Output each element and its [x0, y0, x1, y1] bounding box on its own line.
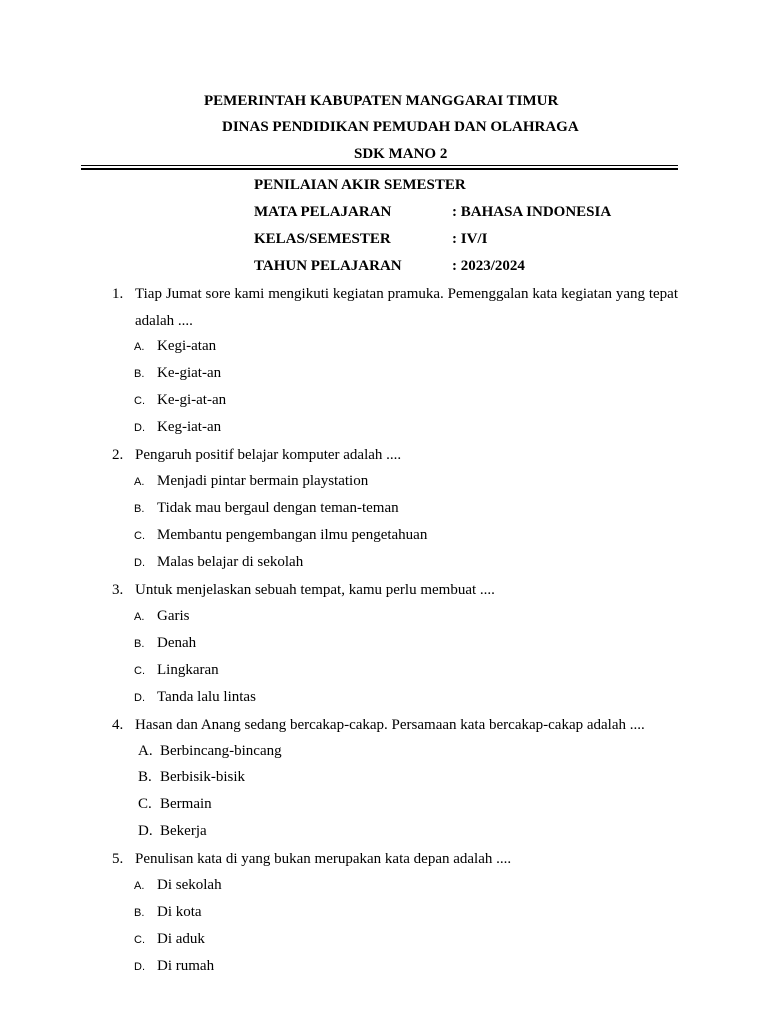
question-3	[112, 577, 678, 604]
header-rule-bottom	[81, 168, 678, 170]
option-3d	[134, 689, 256, 706]
option-2a	[134, 473, 368, 490]
option-letter: C.	[134, 665, 145, 677]
option-1b	[134, 365, 221, 382]
question-number: 3.	[112, 582, 124, 598]
subject-value: : BAHASA INDONESIA	[452, 204, 612, 220]
question-5	[112, 846, 678, 873]
option-4b	[138, 769, 245, 786]
option-4c	[138, 796, 212, 813]
option-text: Bekerja	[160, 823, 207, 839]
year-label: TAHUN PELAJARAN	[254, 258, 402, 274]
question-1	[112, 281, 678, 335]
option-3a	[134, 608, 190, 625]
option-2c	[134, 527, 427, 544]
option-text: Ke-giat-an	[157, 365, 222, 381]
option-text: Menjadi pintar bermain playstation	[157, 473, 369, 489]
option-text: Di aduk	[157, 931, 205, 947]
option-letter: A.	[134, 341, 145, 353]
option-letter: D.	[138, 823, 153, 839]
option-text: Denah	[157, 635, 197, 651]
option-letter: B.	[134, 638, 145, 650]
option-5a	[134, 877, 222, 894]
header-department: DINAS PENDIDIKAN PEMUDAH DAN OLAHRAGA	[222, 119, 579, 135]
option-letter: C.	[134, 530, 145, 542]
option-text: Malas belajar di sekolah	[157, 554, 304, 570]
option-letter: B.	[138, 769, 152, 785]
option-3c	[134, 662, 219, 679]
option-letter: C.	[134, 395, 145, 407]
option-4a	[138, 743, 282, 760]
option-text: Tidak mau bergaul dengan teman-teman	[157, 500, 399, 516]
option-text: Di sekolah	[157, 877, 222, 893]
question-number: 2.	[112, 447, 124, 463]
question-4	[112, 712, 678, 739]
class-value: : IV/I	[452, 231, 488, 247]
option-letter: D.	[134, 422, 145, 434]
option-text: Kegi-atan	[157, 338, 217, 354]
header-school: SDK MANO 2	[354, 146, 448, 162]
option-text: Keg-iat-an	[157, 419, 222, 435]
option-letter: A.	[138, 743, 153, 759]
option-letter: A.	[134, 880, 145, 892]
exam-title: PENILAIAN AKIR SEMESTER	[254, 177, 466, 193]
question-number: 5.	[112, 851, 124, 867]
option-text: Berbisik-bisik	[160, 769, 245, 785]
option-text: Berbincang-bincang	[160, 743, 282, 759]
option-1a	[134, 338, 216, 355]
question-number: 1.	[112, 286, 124, 302]
option-letter: C.	[134, 934, 145, 946]
option-letter: A.	[134, 476, 145, 488]
question-2	[112, 442, 678, 469]
option-2d	[134, 554, 303, 571]
option-4d	[138, 823, 207, 840]
option-letter: C.	[138, 796, 152, 812]
question-text: Pengaruh positif belajar komputer adalah ....	[135, 447, 402, 463]
option-1d	[134, 419, 221, 436]
question-text: Penulisan kata di yang bukan merupakan kata depan adalah ....	[135, 851, 512, 867]
year-value: : 2023/2024	[452, 258, 525, 274]
option-letter: D.	[134, 692, 145, 704]
option-1c	[134, 392, 226, 409]
subject-label: MATA PELAJARAN	[254, 204, 392, 220]
option-5b	[134, 904, 202, 921]
option-letter: D.	[134, 961, 145, 973]
question-text: Tiap Jumat sore kami mengikuti kegiatan pramuka. Pemenggalan kata kegiatan yang tepat adalah ....	[135, 286, 678, 329]
option-letter: B.	[134, 503, 145, 515]
option-text: Tanda lalu lintas	[157, 689, 256, 705]
option-letter: B.	[134, 907, 145, 919]
option-2b	[134, 500, 399, 517]
option-5c	[134, 931, 205, 948]
option-text: Ke-gi-at-an	[157, 392, 227, 408]
option-3b	[134, 635, 196, 652]
option-text: Membantu pengembangan ilmu pengetahuan	[157, 527, 428, 543]
option-text: Di kota	[157, 904, 202, 920]
option-text: Bermain	[160, 796, 212, 812]
option-text: Di rumah	[157, 958, 215, 974]
option-letter: A.	[134, 611, 145, 623]
option-letter: B.	[134, 368, 145, 380]
question-text: Hasan dan Anang sedang bercakap-cakap. Persamaan kata bercakap-cakap adalah ....	[135, 717, 645, 733]
class-label: KELAS/SEMESTER	[254, 231, 391, 247]
option-5d	[134, 958, 214, 975]
option-text: Garis	[157, 608, 190, 624]
option-text: Lingkaran	[157, 662, 219, 678]
question-number: 4.	[112, 717, 124, 733]
question-text: Untuk menjelaskan sebuah tempat, kamu perlu membuat ....	[135, 582, 495, 598]
header-government: PEMERINTAH KABUPATEN MANGGARAI TIMUR	[204, 93, 559, 109]
header-rule-top	[81, 165, 678, 166]
option-letter: D.	[134, 557, 145, 569]
